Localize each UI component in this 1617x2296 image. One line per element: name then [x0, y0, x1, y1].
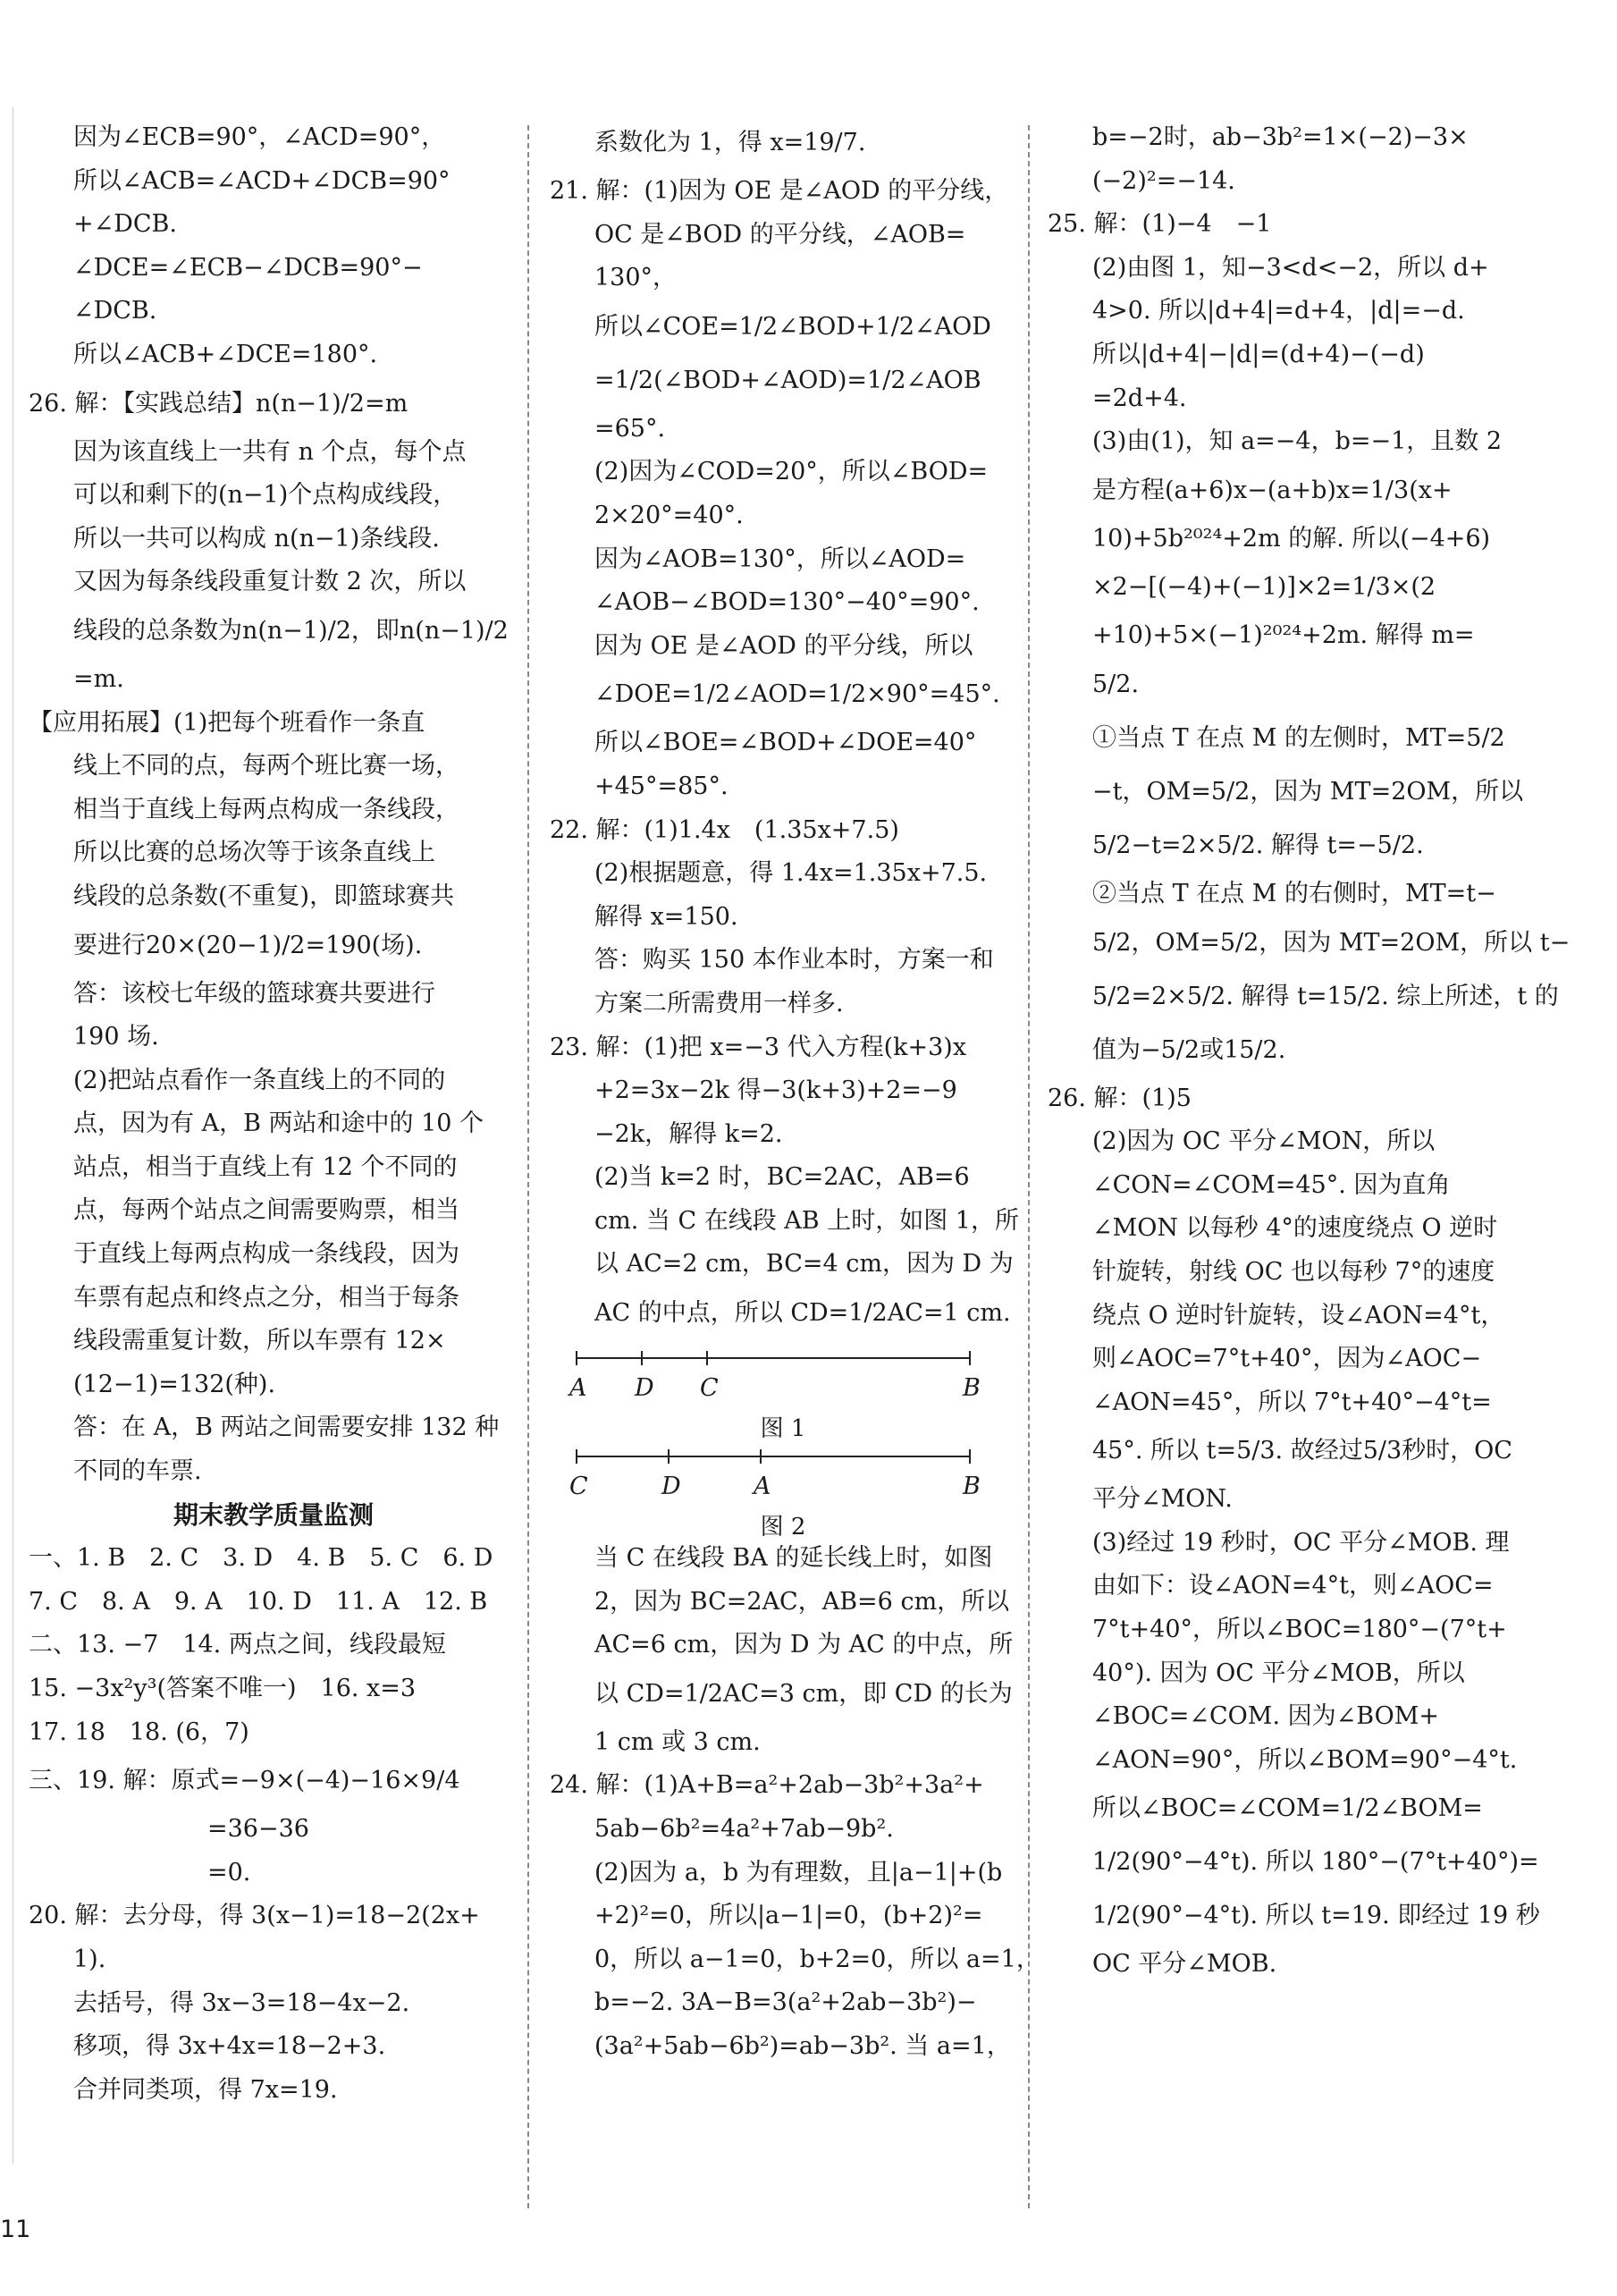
text-line: 20. 解：去分母，得 3(x−1)=18−2(2x+ — [29, 1902, 480, 1930]
text-line: 因为 OE 是∠AOD 的平分线，所以 — [594, 631, 973, 660]
text-line: 一、1. B 2. C 3. D 4. B 5. C 6. D — [29, 1544, 493, 1573]
text-line: b=−2时，ab−3b²=1×(−2)−3× — [1092, 123, 1469, 151]
text-line: ∠CON=∠COM=45°. 因为直角 — [1092, 1170, 1451, 1199]
column-1 — [29, 116, 518, 2112]
text-line: 所以∠ACB=∠ACD+∠DCB=90° — [73, 166, 451, 195]
text-line: 所以∠COE=1/2∠BOD+1/2∠AOD — [594, 312, 991, 341]
text-line: 24. 解：(1)A+B=a²+2ab−3b²+3a²+ — [550, 1771, 984, 1800]
text-line: (2)因为 a，b 为有理数，且|a−1|+(b — [594, 1858, 1003, 1887]
text-line: 因为∠ECB=90°，∠ACD=90°， — [73, 123, 446, 151]
text-line: 则∠AOC=7°t+40°，因为∠AOC− — [1092, 1345, 1482, 1373]
text-line: 解得 x=150. — [594, 902, 738, 931]
text-line: ①当点 T 在点 M 的左侧时，MT=5/2 — [1092, 723, 1505, 752]
text-line: 点，因为有 A，B 两站和途中的 10 个 — [73, 1110, 484, 1138]
figure-1-label: A — [569, 1374, 587, 1403]
text-line: 期末教学质量监测 — [173, 1499, 374, 1530]
text-line: 点，每两个站点之间需要购票，相当 — [73, 1196, 459, 1225]
text-line: 是方程(a+6)x−(a+b)x=1/3(x+ — [1092, 476, 1453, 504]
text-line: 25. 解：(1)−4 −1 — [1048, 210, 1272, 239]
text-line: =m. — [73, 664, 124, 693]
text-line: 4>0. 所以|d+4|=d+4，|d|=−d. — [1092, 297, 1465, 325]
text-line: ∠DCB. — [73, 297, 157, 325]
text-line: 线段需重复计数，所以车票有 12× — [73, 1327, 446, 1355]
text-line: 线段的总条数(不重复)，即篮球赛共 — [73, 882, 455, 910]
text-line: ∠BOC=∠COM. 因为∠BOM+ — [1092, 1702, 1439, 1731]
text-line: 移项，得 3x+4x=18−2+3. — [73, 2032, 386, 2061]
column-divider — [1028, 125, 1030, 2208]
text-line: 以 AC=2 cm，BC=4 cm，因为 D 为 — [594, 1250, 1014, 1279]
figure-2-label: B — [963, 1473, 981, 1501]
text-line: 线上不同的点，每两个班比赛一场， — [73, 752, 459, 781]
text-line: 7. C 8. A 9. A 10. D 11. A 12. B — [29, 1587, 488, 1616]
text-line: 0，所以 a−1=0，b+2=0，所以 a=1， — [594, 1945, 1040, 1973]
text-line: 相当于直线上每两点构成一条线段， — [73, 795, 459, 823]
text-line: (2)把站点看作一条直线上的不同的 — [73, 1066, 446, 1094]
text-line: ∠DOE=1/2∠AOD=1/2×90°=45°. — [594, 680, 1000, 709]
figure-1-label: C — [700, 1374, 719, 1403]
text-line: 线段的总条数为n(n−1)/2，即n(n−1)/2 — [73, 616, 509, 645]
text-line: 【应用拓展】(1)把每个班看作一条直 — [29, 708, 425, 737]
text-line: 值为−5/2或15/2. — [1092, 1035, 1286, 1064]
binding-margin — [0, 107, 13, 2164]
text-line: 17. 18 18. (6，7) — [29, 1718, 249, 1746]
text-line: =1/2(∠BOD+∠AOD)=1/2∠AOB — [594, 366, 981, 394]
text-line: 2，因为 BC=2AC，AB=6 cm，所以 — [594, 1587, 1010, 1616]
figure-1-label: D — [635, 1374, 654, 1403]
figure-2-caption: 图 2 — [760, 1514, 806, 1541]
text-line: −t，OM=5/2，因为 MT=2OM，所以 — [1092, 777, 1524, 806]
text-line: AC 的中点，所以 CD=1/2AC=1 cm. — [594, 1299, 1011, 1328]
text-line: 所以∠BOC=∠COM=1/2∠BOM= — [1092, 1794, 1483, 1823]
text-line: 所以|d+4|−|d|=(d+4)−(−d) — [1092, 340, 1425, 368]
text-line: 于直线上每两点构成一条线段，因为 — [73, 1240, 459, 1269]
text-line: 要进行20×(20−1)/2=190(场). — [73, 931, 423, 959]
text-line: (2)当 k=2 时，BC=2AC，AB=6 — [594, 1163, 970, 1192]
text-line: 5ab−6b²=4a²+7ab−9b². — [594, 1815, 894, 1844]
figure-2-label: D — [661, 1473, 681, 1501]
text-line: AC=6 cm，因为 D 为 AC 的中点，所 — [594, 1631, 1014, 1659]
text-line: 车票有起点和终点之分，相当于每条 — [73, 1283, 459, 1312]
text-line: 站点，相当于直线上有 12 个不同的 — [73, 1152, 458, 1181]
text-line: +10)+5×(−1)²⁰²⁴+2m. 解得 m= — [1092, 621, 1475, 650]
text-line: 答：该校七年级的篮球赛共要进行 — [73, 979, 435, 1008]
text-line: OC 平分∠MOB. — [1092, 1950, 1277, 1979]
text-line: 45°. 所以 t=5/3. 故经过5/3秒时，OC — [1092, 1437, 1512, 1465]
text-line: 40°). 因为 OC 平分∠MOB，所以 — [1092, 1659, 1465, 1687]
text-line: 不同的车票. — [73, 1457, 202, 1486]
text-line: cm. 当 C 在线段 AB 上时，如图 1，所 — [594, 1206, 1019, 1235]
text-line: 答：在 A，B 两站之间需要安排 132 种 — [73, 1414, 500, 1442]
text-line: 2×20°=40°. — [594, 501, 744, 529]
figure-1-caption: 图 1 — [760, 1415, 806, 1443]
text-line: 当 C 在线段 BA 的延长线上时，如图 — [594, 1544, 993, 1573]
figure-2 — [550, 1439, 1016, 1541]
text-line: =2d+4. — [1092, 384, 1187, 412]
text-line: 系数化为 1，得 x=19/7. — [594, 129, 866, 156]
text-line: 又因为每条线段重复计数 2 次，所以 — [73, 568, 467, 596]
text-line: ∠MON 以每秒 4°的速度绕点 O 逆时 — [1092, 1214, 1498, 1243]
text-line: +2=3x−2k 得−3(k+3)+2=−9 — [594, 1076, 957, 1105]
text-line: 二、13. −7 14. 两点之间，线段最短 — [29, 1631, 446, 1659]
text-line: ∠AON=90°，所以∠BOM=90°−4°t. — [1092, 1745, 1518, 1774]
text-line: =65°. — [594, 414, 666, 443]
text-line: 10)+5b²⁰²⁴+2m 的解. 所以(−4+6) — [1092, 524, 1491, 553]
text-line: 130°， — [594, 264, 678, 292]
text-line: (12−1)=132(种). — [73, 1370, 276, 1398]
text-line: 因为该直线上一共有 n 个点，每个点 — [73, 437, 467, 466]
text-line: OC 是∠BOD 的平分线，∠AOB= — [594, 220, 966, 249]
text-line: 合并同类项，得 7x=19. — [73, 2075, 338, 2104]
text-line: 1 cm 或 3 cm. — [594, 1727, 761, 1756]
text-line: 1/2(90°−4°t). 所以 t=19. 即经过 19 秒 — [1092, 1902, 1540, 1930]
text-line: =36−36 — [207, 1815, 309, 1844]
text-line: 所以∠BOE=∠BOD+∠DOE=40° — [594, 729, 977, 757]
column-divider — [527, 125, 529, 2208]
text-line: ∠AON=45°，所以 7°t+40°−4°t= — [1092, 1388, 1492, 1416]
figure-2-label: C — [569, 1473, 588, 1501]
text-line: 1/2(90°−4°t). 所以 180°−(7°t+40°)= — [1092, 1848, 1539, 1877]
figure-1 — [550, 1340, 1016, 1443]
text-line: +45°=85°. — [594, 772, 728, 800]
text-line: 去括号，得 3x−3=18−4x−2. — [73, 1988, 410, 2017]
text-line: ∠DCE=∠ECB−∠DCB=90°− — [73, 253, 423, 282]
text-line: 因为∠AOB=130°，所以∠AOD= — [594, 544, 966, 573]
text-line: +2)²=0，所以|a−1|=0，(b+2)²= — [594, 1902, 983, 1930]
text-line: 5/2=2×5/2. 解得 t=15/2. 综上所述，t 的 — [1092, 982, 1559, 1010]
text-line: 22. 解：(1)1.4x (1.35x+7.5) — [550, 815, 899, 844]
text-line: ∠AOB−∠BOD=130°−40°=90°. — [594, 588, 980, 617]
text-line: 三、19. 解：原式=−9×(−4)−16×9/4 — [29, 1767, 460, 1795]
figure-1-line — [568, 1340, 979, 1376]
text-line: b=−2. 3A−B=3(a²+2ab−3b²)− — [594, 1988, 977, 2017]
text-line: +∠DCB. — [73, 210, 177, 239]
text-line: ×2−[(−4)+(−1)]×2=1/3×(2 — [1092, 573, 1436, 602]
text-line: 15. −3x²y³(答案不唯一) 16. x=3 — [29, 1675, 417, 1702]
text-line: 26. 解：(1)5 — [1048, 1084, 1192, 1112]
text-line: (2)根据题意，得 1.4x=1.35x+7.5. — [594, 859, 988, 888]
text-line: 平分∠MON. — [1092, 1485, 1233, 1514]
text-line: (−2)²=−14. — [1092, 166, 1235, 195]
text-line: 5/2. — [1092, 670, 1140, 698]
text-line: 所以一共可以构成 n(n−1)条线段. — [73, 524, 440, 553]
text-line: 可以和剩下的(n−1)个点构成线段， — [73, 481, 458, 510]
text-line: 5/2，OM=5/2，因为 MT=2OM，所以 t− — [1092, 928, 1571, 957]
text-line: 所以∠ACB+∠DCE=180°. — [73, 340, 378, 368]
column-2 — [550, 116, 1040, 2069]
text-line: 23. 解：(1)把 x=−3 代入方程(k+3)x — [550, 1033, 967, 1061]
figure-1-label: B — [963, 1374, 981, 1403]
text-line: 答：购买 150 本作业本时，方案一和 — [594, 946, 994, 975]
text-line: =0. — [207, 1858, 251, 1887]
text-line: 26. 解：【实践总结】n(n−1)/2=m — [29, 389, 408, 418]
text-line: 1). — [73, 1945, 106, 1973]
column-3 — [1048, 116, 1571, 1987]
text-line: (2)由图 1，知−3<d<−2，所以 d+ — [1092, 253, 1489, 282]
text-line: −2k，解得 k=2. — [594, 1119, 783, 1148]
text-line: 方案二所需费用一样多. — [594, 989, 844, 1017]
figure-2-line — [568, 1439, 979, 1474]
text-line: 5/2−t=2×5/2. 解得 t=−5/2. — [1092, 831, 1424, 859]
figure-2-label: A — [754, 1473, 771, 1501]
text-line: (3)由(1)，知 a=−4，b=−1，且数 2 — [1092, 427, 1503, 456]
text-line: 21. 解：(1)因为 OE 是∠AOD 的平分线， — [550, 177, 1009, 205]
text-line: 由如下：设∠AON=4°t，则∠AOC= — [1092, 1572, 1494, 1600]
text-line: (2)因为∠COD=20°，所以∠BOD= — [594, 458, 989, 486]
text-line: 7°t+40°，所以∠BOC=180°−(7°t+ — [1092, 1616, 1507, 1644]
text-line: ②当点 T 在点 M 的右侧时，MT=t− — [1092, 879, 1496, 907]
page-number: 11 — [0, 2216, 31, 2243]
text-line: 以 CD=1/2AC=3 cm，即 CD 的长为 — [594, 1679, 1013, 1708]
text-line: 190 场. — [73, 1023, 159, 1051]
text-line: 绕点 O 逆时针旋转，设∠AON=4°t， — [1092, 1301, 1505, 1329]
text-line: 所以比赛的总场次等于该条直线上 — [73, 839, 435, 867]
text-line: (2)因为 OC 平分∠MON，所以 — [1092, 1127, 1436, 1156]
text-line: 针旋转，射线 OC 也以每秒 7°的速度 — [1092, 1257, 1495, 1286]
text-line: (3)经过 19 秒时，OC 平分∠MOB. 理 — [1092, 1528, 1510, 1557]
text-line: (3a²+5ab−6b²)=ab−3b². 当 a=1， — [594, 2032, 1011, 2060]
